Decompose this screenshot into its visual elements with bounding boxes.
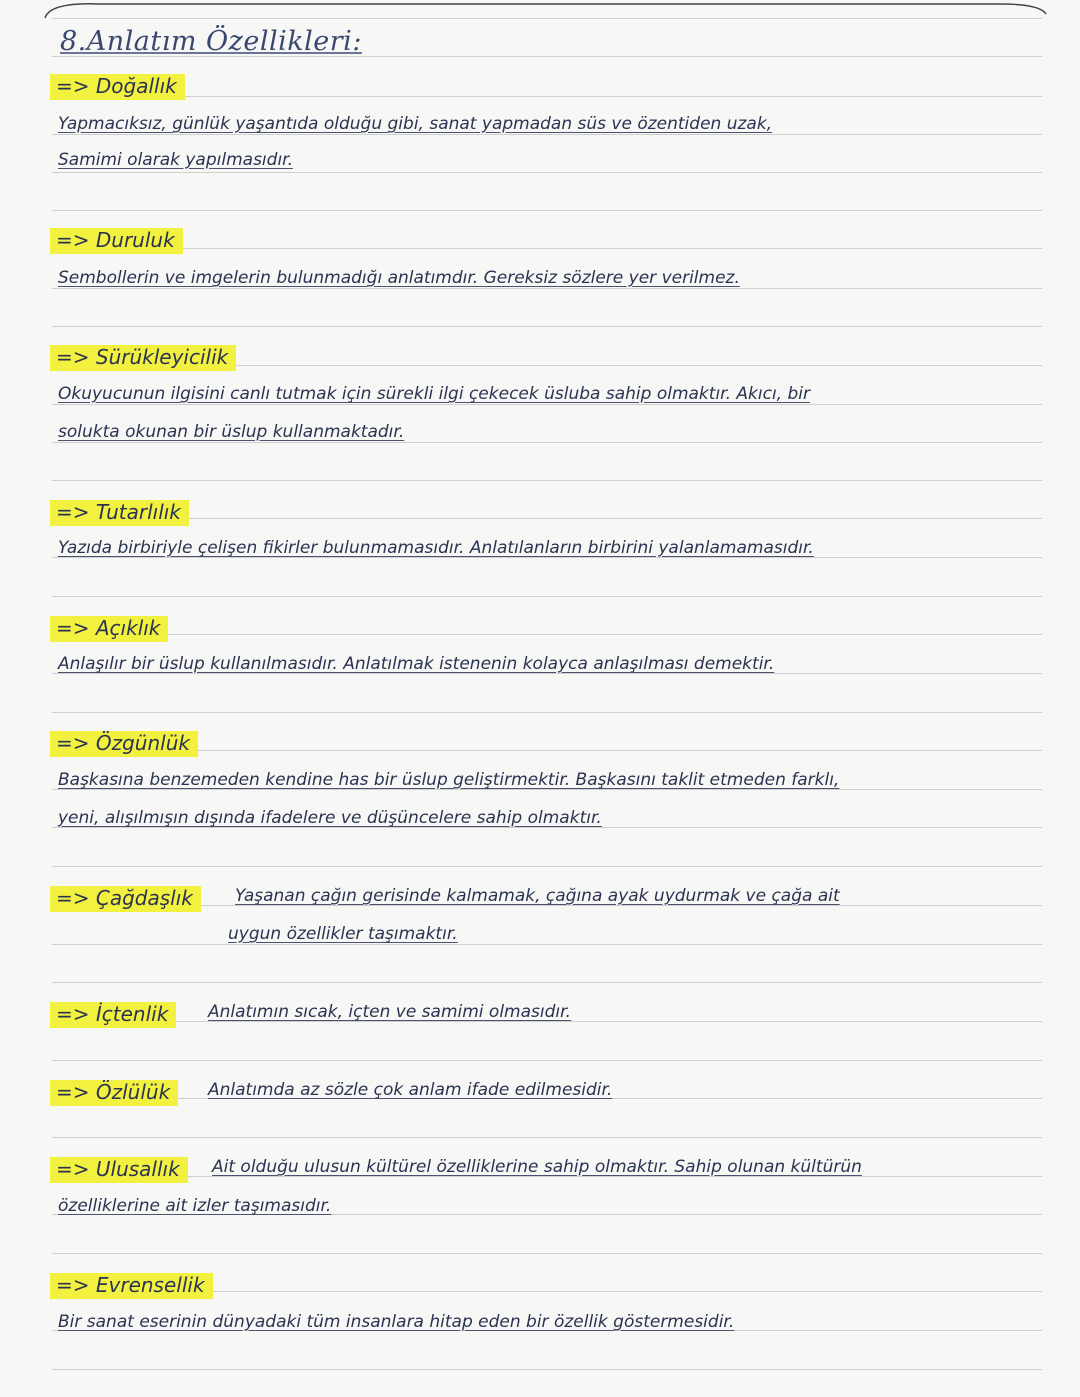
note-line: Anlaşılır bir üslup kullanılmasıdır. Anlatılmak istenenin kolayca anlaşılması demektir.: [58, 654, 775, 674]
page-title: 8.Anlatım Özellikleri:: [60, 26, 362, 57]
ruled-line: [52, 750, 1042, 751]
note-line: Yapmacıksız, günlük yaşantıda olduğu gibi, sanat yapmadan süs ve özentiden uzak,: [58, 114, 773, 134]
heading-text: => İçtenlik: [50, 1002, 176, 1028]
ruled-line: [52, 210, 1042, 211]
heading-evrensellik: [50, 1273, 213, 1297]
heading-text: => Doğallık: [50, 74, 185, 100]
heading-text: => Sürükleyicilik: [50, 345, 236, 371]
ruled-line: [52, 248, 1042, 249]
ruled-line: [52, 1137, 1042, 1138]
page-edge-curve: [40, 0, 1050, 20]
ruled-line: [52, 634, 1042, 635]
heading-text: => Özlülük: [50, 1080, 178, 1106]
heading-text: => Çağdaşlık: [50, 886, 201, 912]
heading-tutarlilik: [50, 500, 189, 524]
heading-text: => Özgünlük: [50, 731, 198, 757]
heading-text: => Ulusallık: [50, 1157, 188, 1183]
heading-text: => Duruluk: [50, 228, 183, 254]
heading-ulusallik: [50, 1157, 188, 1181]
heading-dogallik: [50, 74, 185, 98]
note-line: Yazıda birbiriyle çelişen fikirler bulunmamasıdır. Anlatılanların birbirini yalanlamamasıdır.: [58, 538, 814, 558]
note-line: yeni, alışılmışın dışında ifadelere ve düşüncelere sahip olmaktır.: [58, 808, 602, 828]
note-line: Ait olduğu ulusun kültürel özelliklerine sahip olmaktır. Sahip olunan kültürün: [212, 1157, 862, 1177]
heading-duruluk: [50, 228, 183, 252]
note-line: Samimi olarak yapılmasıdır.: [58, 150, 293, 170]
ruled-line: [52, 404, 1042, 405]
heading-ictenlik: [50, 1002, 176, 1026]
heading-text: => Evrensellik: [50, 1273, 213, 1299]
ruled-line: [52, 982, 1042, 983]
note-line: Anlatımın sıcak, içten ve samimi olmasıdır.: [208, 1002, 571, 1022]
ruled-line: [52, 442, 1042, 443]
ruled-line: [52, 172, 1042, 173]
ruled-line: [52, 326, 1042, 327]
note-line: Sembollerin ve imgelerin bulunmadığı anlatımdır. Gereksiz sözlere yer verilmez.: [58, 268, 740, 288]
heading-ozgunluk: [50, 731, 198, 755]
ruled-line: [52, 518, 1042, 519]
heading-aciklik: [50, 616, 168, 640]
heading-text: => Tutarlılık: [50, 500, 189, 526]
note-line: Anlatımda az sözle çok anlam ifade edilmesidir.: [208, 1080, 613, 1100]
note-line: Bir sanat eserinin dünyadaki tüm insanlara hitap eden bir özellik göstermesidir.: [58, 1312, 735, 1332]
ruled-line: [52, 1369, 1042, 1370]
ruled-line: [52, 18, 1042, 19]
ruled-line: [52, 480, 1042, 481]
note-line: uygun özellikler taşımaktır.: [228, 924, 458, 944]
heading-surukleyicilik: [50, 345, 236, 369]
heading-ozluluk: [50, 1080, 178, 1104]
note-line: Yaşanan çağın gerisinde kalmamak, çağına ayak uydurmak ve çağa ait: [235, 886, 840, 906]
ruled-line: [52, 1060, 1042, 1061]
ruled-line: [52, 1253, 1042, 1254]
ruled-line: [52, 288, 1042, 289]
ruled-line: [52, 96, 1042, 97]
ruled-line: [52, 866, 1042, 867]
note-line: Başkasına benzemeden kendine has bir üslup geliştirmektir. Başkasını taklit etmeden farklı,: [58, 770, 840, 790]
ruled-line: [52, 712, 1042, 713]
ruled-line: [52, 944, 1042, 945]
ruled-line: [52, 134, 1042, 135]
note-line: Okuyucunun ilgisini canlı tutmak için sürekli ilgi çekecek üsluba sahip olmaktır. Akıcı, bir: [58, 384, 810, 404]
note-line: solukta okunan bir üslup kullanmaktadır.: [58, 422, 405, 442]
ruled-line: [52, 596, 1042, 597]
note-line: özelliklerine ait izler taşımasıdır.: [58, 1196, 332, 1216]
heading-text: => Açıklık: [50, 616, 168, 642]
heading-cagdaslik: [50, 886, 201, 910]
